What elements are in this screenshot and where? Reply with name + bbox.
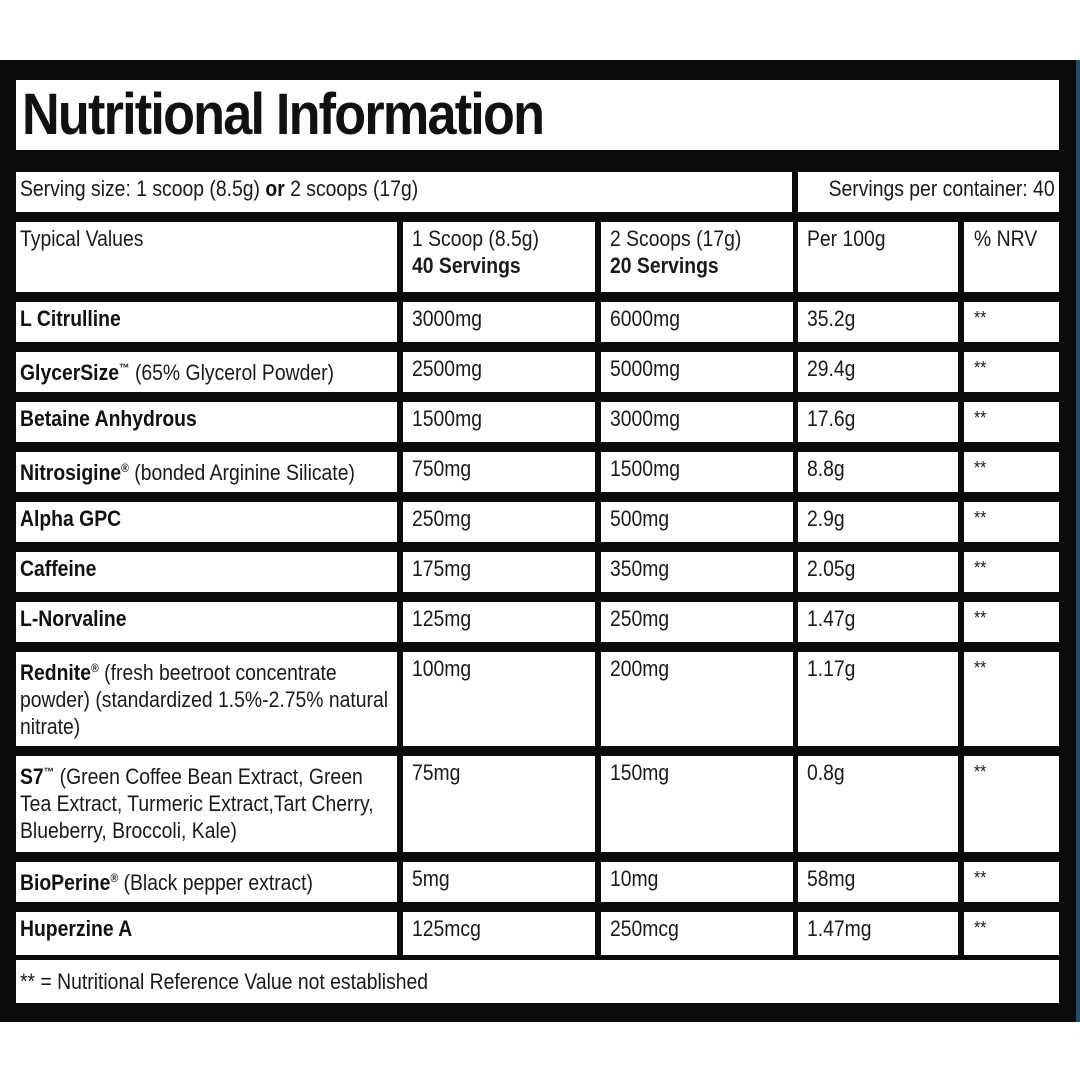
one-scoop-value: 250mg [412,506,472,531]
serving-or: or [265,176,285,201]
nrv-value: ** [974,508,987,528]
nrv-value: ** [974,918,987,938]
row-per100-cell [798,862,958,902]
row-per100-cell [798,652,958,746]
row-nrv-cell [964,602,1059,642]
nrv-value: ** [974,458,987,478]
row-name-cell [16,402,397,442]
two-scoops-value: 1500mg [610,456,680,481]
one-scoop-value: 125mg [412,606,472,631]
two-scoops-value: 200mg [610,656,670,681]
row-two-scoops-cell [601,652,793,746]
one-scoop-value: 1500mg [412,406,482,431]
serving-size-label: Serving size: 1 scoop (8.5g) [20,176,260,201]
one-scoop-value: 125mcg [412,916,481,941]
row-one-scoop-cell [403,302,595,342]
ingredient-desc: (fresh beetroot concentrate powder) (standardized 1.5%-2.75% natural nitrate) [20,660,389,739]
row-per100-cell [798,552,958,592]
servings-per-container-cell [798,172,1059,212]
two-scoops-value: 350mg [610,556,670,581]
per100-value: 1.47g [807,606,856,631]
one-scoop-value: 3000mg [412,306,482,331]
one-scoop-value: 2500mg [412,356,482,381]
header-per100: Per 100g [807,226,886,251]
servings-per-container: Servings per container: 40 [828,176,1055,201]
row-per100-cell [798,502,958,542]
ingredient-name: GlycerSize [20,360,120,385]
serving-size-alt: 2 scoops (17g) [290,176,419,201]
panel-edge [1076,60,1080,1022]
one-scoop-value: 75mg [412,760,461,785]
header-two-scoops: 2 Scoops (17g) [610,226,742,251]
one-scoop-value: 100mg [412,656,472,681]
row-nrv-cell [964,862,1059,902]
row-nrv-cell [964,502,1059,542]
nrv-value: ** [974,658,987,678]
row-name-cell [16,552,397,592]
header-one-scoop: 1 Scoop (8.5g) [412,226,539,251]
ingredient-name: Huperzine A [20,916,133,941]
ingredient-name: S7 [20,764,44,789]
nrv-value: ** [974,868,987,888]
per100-value: 2.9g [807,506,845,531]
row-one-scoop-cell [403,756,595,852]
header-nrv: % NRV [974,226,1038,251]
header-one-scoop-servings: 40 Servings [412,253,521,278]
row-nrv-cell [964,352,1059,392]
row-name-cell [16,756,397,852]
two-scoops-value: 250mcg [610,916,679,941]
row-two-scoops-cell [601,862,793,902]
trademark-mark: ™ [43,765,55,779]
title-box [16,80,1059,150]
two-scoops-value: 3000mg [610,406,680,431]
header-two-scoops-cell [601,222,793,292]
nrv-value: ** [974,608,987,628]
ingredient-name: Nitrosigine [20,460,122,485]
row-per100-cell [798,912,958,955]
page-title: Nutritional Information [22,82,544,147]
per100-value: 0.8g [807,760,845,785]
row-name-cell [16,352,397,392]
per100-value: 8.8g [807,456,845,481]
row-one-scoop-cell [403,602,595,642]
registered-mark: ® [91,661,99,675]
row-name-cell [16,652,397,746]
nrv-value: ** [974,308,987,328]
row-nrv-cell [964,302,1059,342]
registered-mark: ® [121,461,129,475]
row-one-scoop-cell [403,402,595,442]
row-one-scoop-cell [403,652,595,746]
per100-value: 58mg [807,866,856,891]
row-two-scoops-cell [601,302,793,342]
header-one-scoop-cell [403,222,595,292]
row-two-scoops-cell [601,912,793,955]
header-per100-cell [798,222,958,292]
two-scoops-value: 6000mg [610,306,680,331]
header-two-scoops-servings: 20 Servings [610,253,719,278]
row-per100-cell [798,602,958,642]
footnote-cell [16,960,1059,1003]
per100-value: 1.47mg [807,916,872,941]
row-nrv-cell [964,402,1059,442]
two-scoops-value: 10mg [610,866,659,891]
row-two-scoops-cell [601,452,793,492]
ingredient-name: Alpha GPC [20,506,122,531]
header-nrv-cell [964,222,1059,292]
ingredient-name: L-Norvaline [20,606,127,631]
row-per100-cell [798,402,958,442]
row-name-cell [16,302,397,342]
row-two-scoops-cell [601,552,793,592]
nrv-value: ** [974,358,987,378]
row-two-scoops-cell [601,352,793,392]
row-name-cell [16,912,397,955]
row-one-scoop-cell [403,352,595,392]
row-name-cell [16,502,397,542]
row-nrv-cell [964,452,1059,492]
ingredient-desc: (65% Glycerol Powder) [129,360,335,385]
two-scoops-value: 250mg [610,606,670,631]
row-one-scoop-cell [403,912,595,955]
one-scoop-value: 5mg [412,866,450,891]
row-two-scoops-cell [601,502,793,542]
row-nrv-cell [964,756,1059,852]
per100-value: 1.17g [807,656,856,681]
nrv-value: ** [974,408,987,428]
row-per100-cell [798,352,958,392]
per100-value: 2.05g [807,556,856,581]
row-two-scoops-cell [601,402,793,442]
two-scoops-value: 150mg [610,760,670,785]
registered-mark: ® [110,871,119,885]
row-two-scoops-cell [601,756,793,852]
serving-size-cell [16,172,792,212]
ingredient-name: BioPerine [20,870,111,895]
row-two-scoops-cell [601,602,793,642]
nrv-value: ** [974,558,987,578]
one-scoop-value: 750mg [412,456,472,481]
row-name-cell [16,452,397,492]
footnote: ** = Nutritional Reference Value not established [20,969,429,994]
ingredient-desc: (Black pepper extract) [118,870,313,895]
ingredient-name: Betaine Anhydrous [20,406,197,431]
per100-value: 35.2g [807,306,856,331]
ingredient-name: Caffeine [20,556,97,581]
ingredient-name: Rednite [20,660,92,685]
per100-value: 29.4g [807,356,856,381]
row-name-cell [16,862,397,902]
row-one-scoop-cell [403,862,595,902]
trademark-mark: ™ [119,361,130,375]
ingredient-desc: (bonded Arginine Silicate) [128,460,355,485]
row-per100-cell [798,756,958,852]
header-typical: Typical Values [20,226,144,251]
row-per100-cell [798,452,958,492]
ingredient-name: L Citrulline [20,306,121,331]
two-scoops-value: 500mg [610,506,670,531]
row-name-cell [16,602,397,642]
row-nrv-cell [964,912,1059,955]
row-per100-cell [798,302,958,342]
row-one-scoop-cell [403,552,595,592]
row-nrv-cell [964,552,1059,592]
two-scoops-value: 5000mg [610,356,680,381]
per100-value: 17.6g [807,406,856,431]
one-scoop-value: 175mg [412,556,472,581]
row-nrv-cell [964,652,1059,746]
header-typical-cell [16,222,397,292]
nrv-value: ** [974,762,987,782]
ingredient-desc: (Green Coffee Bean Extract, Green Tea Extract, Turmeric Extract,Tart Cherry, Blueberry, Broccoli, Kale) [20,764,374,843]
row-one-scoop-cell [403,452,595,492]
row-one-scoop-cell [403,502,595,542]
